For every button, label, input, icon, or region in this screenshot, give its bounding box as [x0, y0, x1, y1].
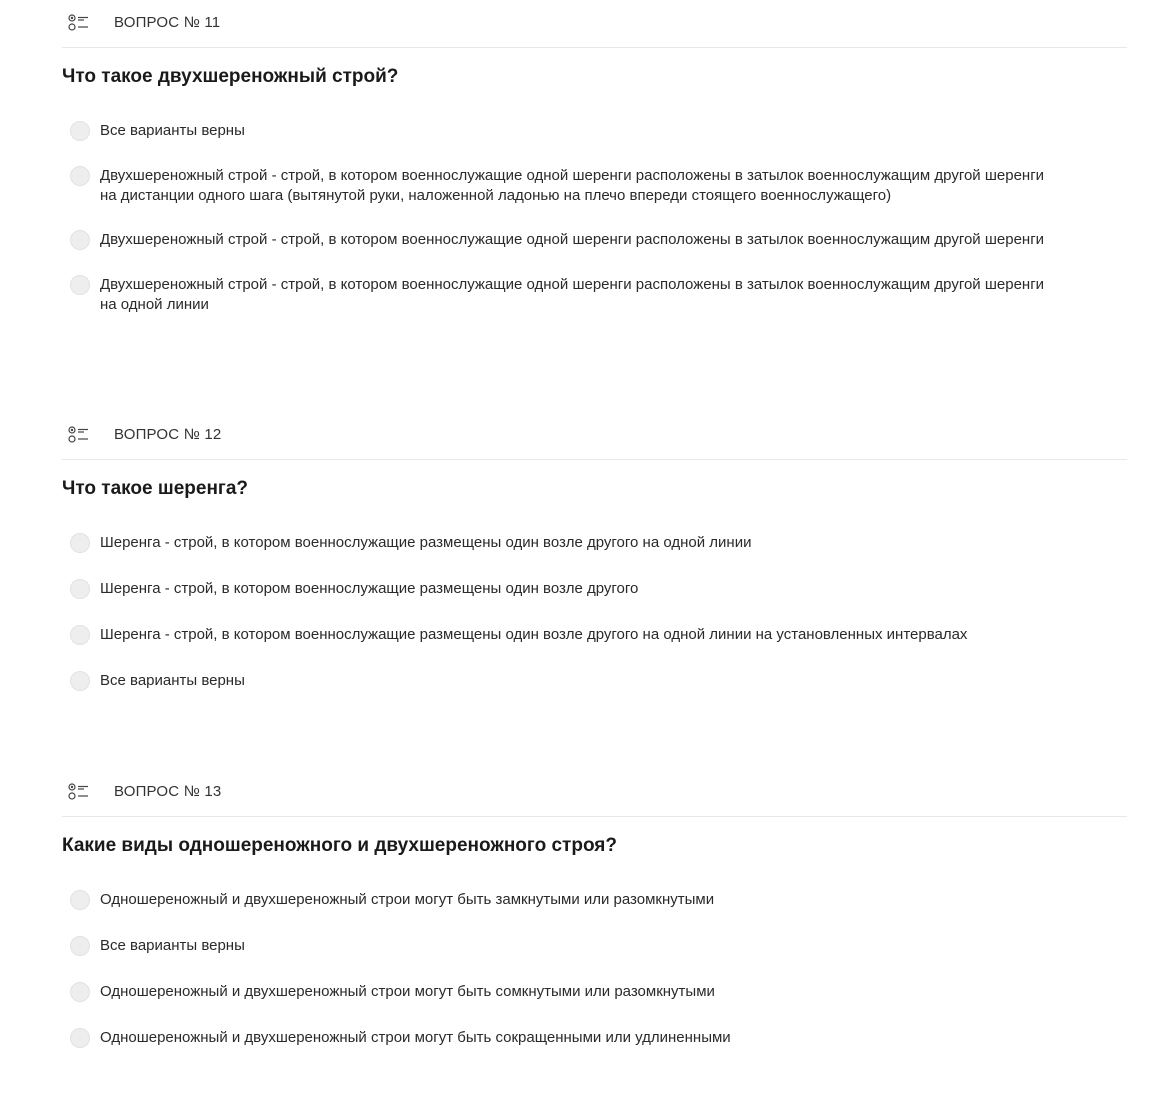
- radio-button[interactable]: [70, 890, 90, 910]
- answer-label: Все варианты верны: [100, 672, 245, 689]
- answer-label: Шеренга - строй, в котором военнослужащие размещены один возле другого на одной линии: [100, 534, 752, 551]
- question-11: [62, 0, 1127, 314]
- question-title: Что такое двухшереножный строй?: [62, 66, 399, 87]
- answer-label: Одношереножный и двухшереножный строи могут быть сомкнутыми или разомкнутыми: [100, 983, 715, 1000]
- answer-label: Все варианты верны: [100, 937, 245, 954]
- question-header: [62, 769, 1127, 817]
- radio-list-icon: [68, 14, 90, 32]
- answer-label: Одношереножный и двухшереножный строи могут быть сокращенными или удлиненными: [100, 1029, 731, 1046]
- radio-button[interactable]: [70, 121, 90, 141]
- radio-button[interactable]: [70, 275, 90, 295]
- radio-button[interactable]: [70, 982, 90, 1002]
- answer-option-4[interactable]: [62, 1028, 1127, 1048]
- answer-option-4[interactable]: [62, 275, 1127, 314]
- question-title: Какие виды одношереножного и двухшереножного строя?: [62, 835, 617, 856]
- radio-list-icon: [68, 426, 90, 444]
- answer-option-2[interactable]: [62, 166, 1127, 205]
- question-number: ВОПРОС № 13: [114, 783, 222, 800]
- answer-option-1[interactable]: [62, 533, 1127, 553]
- radio-button[interactable]: [70, 166, 90, 186]
- radio-button[interactable]: [70, 936, 90, 956]
- answer-label: Все варианты верны: [100, 122, 245, 139]
- answer-label: Двухшереножный строй - строй, в котором военнослужащие одной шеренги расположены в затылок военнослужащим другой шеренги на дистанции одного шага (вытянутой руки, наложенной ладонью на плечо впереди стоящего военнослужащего): [100, 167, 1045, 204]
- question-title: Что такое шеренга?: [62, 478, 249, 499]
- answer-options: [62, 533, 1127, 691]
- answer-option-1[interactable]: [62, 890, 1127, 910]
- question-number: ВОПРОС № 11: [114, 14, 221, 31]
- answer-label: Шеренга - строй, в котором военнослужащие размещены один возле другого: [100, 580, 639, 597]
- answer-label: Шеренга - строй, в котором военнослужащие размещены один возле другого на одной линии на установленных интервалах: [100, 626, 968, 643]
- answer-label: Одношереножный и двухшереножный строи могут быть замкнутыми или разомкнутыми: [100, 891, 715, 908]
- question-header: [62, 412, 1127, 460]
- radio-button[interactable]: [70, 671, 90, 691]
- radio-button[interactable]: [70, 579, 90, 599]
- question-header: [62, 0, 1127, 48]
- answer-option-3[interactable]: [62, 625, 1127, 645]
- answer-label: Двухшереножный строй - строй, в котором военнослужащие одной шеренги расположены в затылок военнослужащим другой шеренги: [100, 231, 1045, 248]
- question-number: ВОПРОС № 12: [114, 426, 222, 443]
- answer-option-3[interactable]: [62, 982, 1127, 1002]
- question-13: [62, 769, 1127, 1048]
- answer-label: Двухшереножный строй - строй, в котором военнослужащие одной шеренги расположены в затылок военнослужащим другой шеренги на одной линии: [100, 276, 1045, 313]
- question-12: [62, 412, 1127, 691]
- answer-option-4[interactable]: [62, 671, 1127, 691]
- radio-button[interactable]: [70, 625, 90, 645]
- answer-option-2[interactable]: [62, 936, 1127, 956]
- answer-option-2[interactable]: [62, 579, 1127, 599]
- radio-button[interactable]: [70, 533, 90, 553]
- radio-button[interactable]: [70, 1028, 90, 1048]
- radio-button[interactable]: [70, 230, 90, 250]
- answer-options: [62, 121, 1127, 314]
- answer-option-1[interactable]: [62, 121, 1127, 141]
- answer-option-3[interactable]: [62, 230, 1127, 250]
- answer-options: [62, 890, 1127, 1048]
- radio-list-icon: [68, 783, 90, 801]
